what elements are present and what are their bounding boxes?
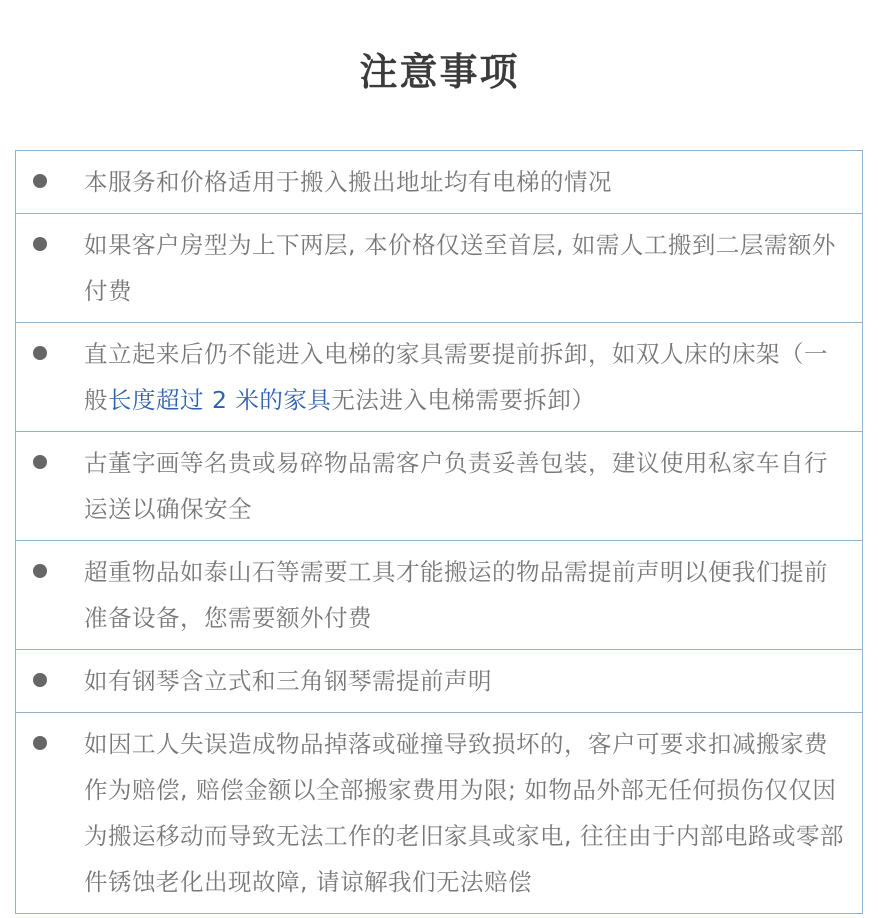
notice-text: 如因工人失误造成物品掉落或碰撞导致损坏的，客户可要求扣减搬家费作为赔偿, 赔偿金额以全部搬家费用为限; 如物品外部无任何损伤仅仅因为搬运移动而导致无法工作的老旧家具或家电, 往往由于内部电路或零部件锈蚀老化出现故障, 请谅解我们无法赔偿	[84, 730, 844, 896]
bullet-dot-icon	[33, 174, 47, 188]
notice-text: 如有钢琴含立式和三角钢琴需提前声明	[84, 667, 492, 695]
notice-text: 超重物品如泰山石等需要工具才能搬运的物品需提前声明以便我们提前准备设备，您需要额外付费	[84, 558, 828, 632]
notice-item	[16, 713, 862, 913]
notice-item	[16, 323, 862, 432]
notice-item	[16, 541, 862, 650]
notice-item	[16, 151, 862, 214]
notice-list	[15, 150, 863, 914]
notice-item	[16, 432, 862, 541]
notice-text	[84, 331, 850, 423]
bullet-dot-icon	[33, 455, 47, 469]
bullet-dot-icon	[33, 346, 47, 360]
notice-text: 古董字画等名贵或易碎物品需客户负责妥善包装，建议使用私家车自行运送以确保安全	[84, 449, 828, 523]
bullet-dot-icon	[33, 736, 47, 750]
notice-item	[16, 650, 862, 713]
highlighted-text: 长度超过 2 米的家具	[108, 386, 332, 414]
bullet-dot-icon	[33, 564, 47, 578]
notice-text: 如果客户房型为上下两层, 本价格仅送至首层, 如需人工搬到二层需额外付费	[84, 231, 836, 305]
notice-text-part: 无法进入电梯需要拆卸）	[331, 386, 596, 414]
bullet-dot-icon	[33, 237, 47, 251]
page-title: 注意事项	[359, 50, 520, 94]
notice-item	[16, 214, 862, 323]
notice-text: 本服务和价格适用于搬入搬出地址均有电梯的情况	[84, 168, 612, 196]
notice-text-part: 直立起来后仍不能进入电梯的家具需要提前拆卸，如双人床的床架（一般	[84, 340, 828, 414]
bullet-dot-icon	[33, 673, 47, 687]
